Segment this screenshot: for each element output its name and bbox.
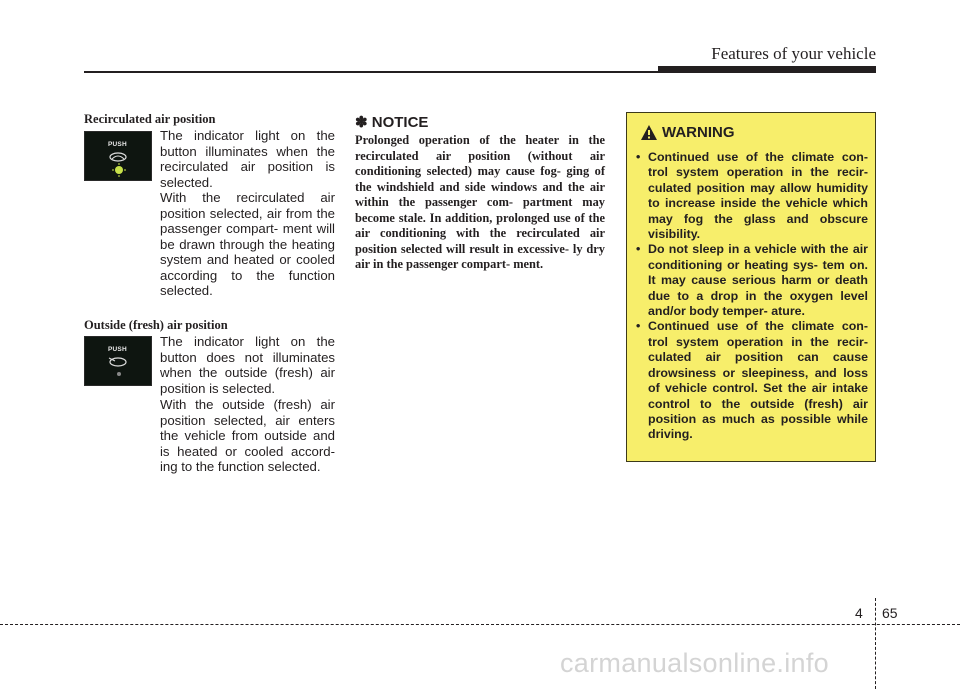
recirculated-button-image (84, 131, 152, 181)
footer-vertical-divider (875, 598, 876, 689)
footer-divider (0, 624, 960, 625)
fresh-air-icon (85, 337, 153, 387)
notice-body: Prolonged operation of the heater in the recirculated air position (without air conditioning selected) may cause fog- ging of the windshield and side windows and the air within the passenger com- partment may become stale. In addition, prolonged use of the air conditioning with the recirculated air position selected will result in excessive- ly dry air in the passenger compart- ment. (355, 133, 605, 271)
recirculated-heading: Recirculated air position (84, 112, 216, 126)
warning-item-text: Do not sleep in a vehicle with the air conditioning or heating sys- tem on. It may cause serious harm or death due to a drop in the oxygen level and/or body temper- ature. (648, 242, 868, 319)
chapter-number: 4 (855, 605, 863, 621)
warning-item (636, 319, 868, 442)
bullet: • (636, 242, 641, 257)
bullet: • (636, 319, 641, 334)
watermark: carmanualsonline.info (560, 648, 829, 678)
warning-item (636, 150, 868, 242)
page-number: 65 (882, 605, 898, 621)
warning-title: WARNING (662, 124, 735, 141)
outside-button-image (84, 336, 152, 386)
recirculate-icon (85, 132, 153, 182)
header-rule (84, 71, 660, 73)
warning-item-text: Continued use of the climate con- trol system operation in the recir- culated position may allow humidity to increase inside the vehicle which may fog the glass and obscure visibility. (648, 150, 868, 242)
running-header-title: Features of your vehicle (711, 44, 876, 63)
notice-title: ✽ NOTICE (355, 114, 429, 131)
recirculated-paragraph-2: With the recirculated air position selected, air from the passenger compart- ment will be drawn through the heating system and heated or cooled according to the function selected. (160, 190, 335, 298)
warning-list (636, 150, 868, 443)
push-label: PUSH (108, 141, 127, 148)
header-rule-bold (658, 66, 876, 73)
outside-paragraph-1: The indicator light on the button does not illuminates when the outside (fresh) air position is selected. (160, 334, 335, 396)
warning-item-text: Continued use of the climate con- trol system operation in the recir- culated air position can cause drowsiness or sleepiness, and loss of vehicle control. Set the air intake control to the outside (fresh) air position as much as possible while driving. (648, 319, 868, 442)
outside-heading: Outside (fresh) air position (84, 318, 228, 332)
push-label: PUSH (108, 346, 127, 353)
warning-triangle-icon (640, 124, 658, 141)
recirculated-paragraph-1: The indicator light on the button illuminates when the recirculated air position is selected. (160, 128, 335, 190)
bullet: • (636, 150, 641, 164)
warning-item (636, 242, 868, 319)
outside-paragraph-2: With the outside (fresh) air position selected, air enters the vehicle from outside and is heated or cooled accord- ing to the function selected. (160, 397, 335, 474)
